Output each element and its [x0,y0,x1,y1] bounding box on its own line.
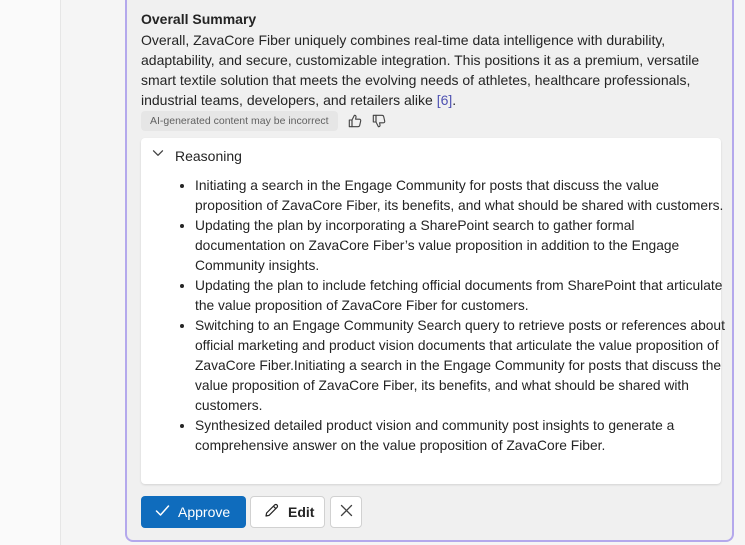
thumbs-up-icon[interactable] [346,112,364,130]
reasoning-step: • Switching to an Engage Community Search query to retrieve posts or references about official marketing and product vision documents that articulate the value proposition of ZavaCore Fiber.Initiating a search in the Engage Community for posts that discuss the value proposition of ZavaCore Fiber, its benefits, and what should be shared with customers. [195,316,725,416]
reasoning-toggle[interactable] [151,146,242,165]
action-bar [141,496,362,528]
ai-disclaimer-badge: AI-generated content may be incorrect [141,111,338,131]
reasoning-step: • Synthesized detailed product vision and community post insights to generate a comprehensive answer on the value proposition of ZavaCore Fiber. [195,416,725,456]
reasoning-panel [141,138,725,484]
summary-title: Overall Summary [141,11,257,27]
reasoning-step: • Updating the plan by incorporating a SharePoint search to gather formal documentation on ZavaCore Fiber’s value proposition in addition to the Engage Community insights. [195,216,725,276]
thumbs-down-icon[interactable] [370,112,388,130]
reasoning-label: Reasoning [175,147,242,164]
feedback-row [141,111,388,131]
citation-link[interactable]: [6] [436,92,453,108]
summary-body: Overall, ZavaCore Fiber uniquely combines real-time data intelligence with durability, adaptability, and secure, customizable integration. This positions it as a premium, versatile smart textile solution that meets the evolving needs of athletes, healthcare professionals, industrial teams, developers, and retailers alike [141,32,700,108]
reasoning-steps [179,176,725,456]
reasoning-step: • Updating the plan to include fetching official documents from SharePoint that articulate the value proposition of ZavaCore Fiber for customers. [195,276,725,316]
plan-approval-card [125,0,734,542]
dismiss-button[interactable] [330,496,362,528]
summary-text [141,30,701,110]
summary-end: . [452,92,457,108]
edit-button[interactable] [250,496,325,528]
reasoning-step: • Initiating a search in the Engage Community for posts that discuss the value proposition of ZavaCore Fiber, its benefits, and what should be shared with customers. [195,176,725,216]
pencil-icon [263,502,280,522]
close-icon [339,503,354,521]
left-rail [0,0,61,545]
chevron-down-icon [151,146,165,165]
approve-button[interactable] [141,496,246,528]
approve-label: Approve [178,504,231,520]
checkmark-icon [154,502,171,522]
edit-label: Edit [288,504,315,520]
